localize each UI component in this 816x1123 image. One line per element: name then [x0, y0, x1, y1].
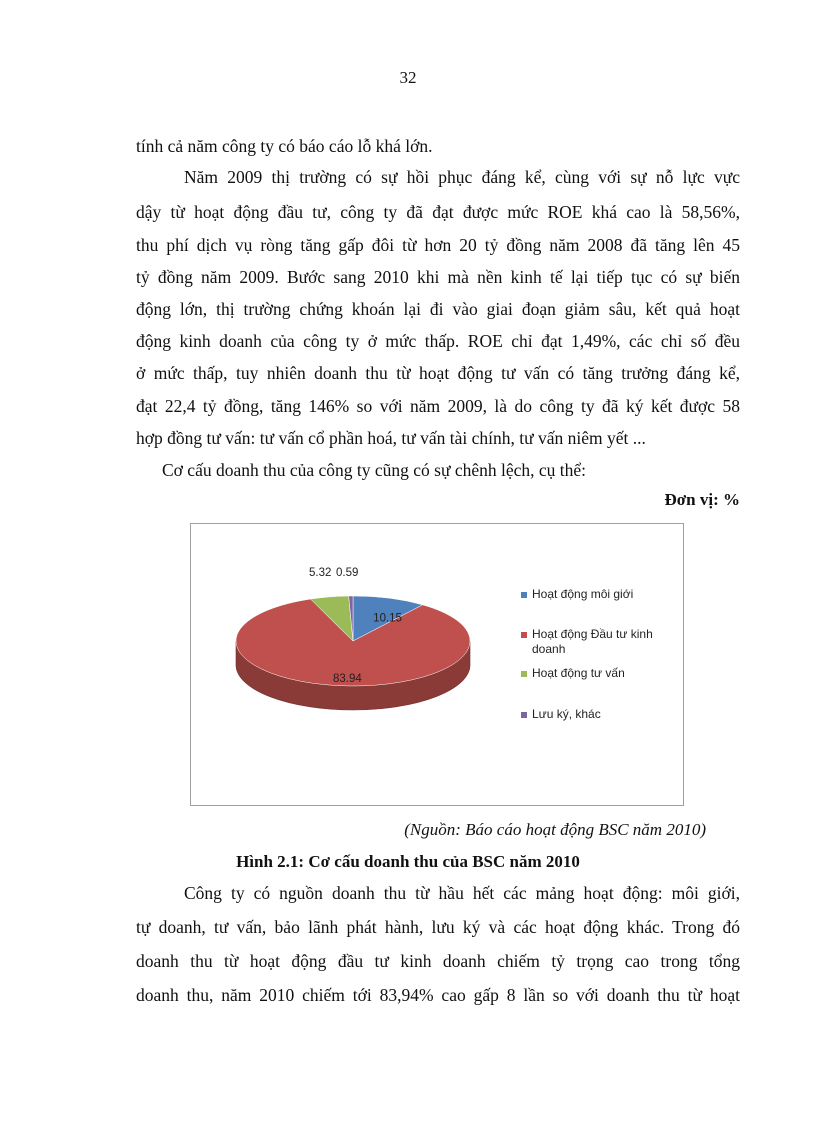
pie-data-label: 10.15 [373, 612, 402, 625]
pie-chart [190, 523, 684, 806]
legend-entry: Hoạt động Đầu tư kinh doanh [532, 627, 653, 656]
pie-data-label: 0.59 [336, 567, 359, 579]
legend-entry: Hoạt động tư vấn [532, 666, 625, 680]
figure-caption: Hình 2.1: Cơ cấu doanh thu của BSC năm 2010 [236, 852, 580, 871]
text-line: đạt 22,4 tỷ đồng, tăng 146% so với năm 2009, là do công ty đã ký kết được 58 [136, 396, 740, 416]
text-line: dậy từ hoạt động đầu tư, công ty đã đạt được mức ROE khá cao là 58,56%, [136, 202, 740, 222]
text-line: động lớn, thị trường chứng khoán lại đi vào giai đoạn giảm sâu, kết quả hoạt [136, 299, 740, 319]
text-line: động kinh doanh của công ty ở mức thấp. ROE chỉ đạt 1,49%, các chỉ số đều [136, 331, 740, 351]
text-line: thu phí dịch vụ ròng tăng gấp đôi từ hơn 20 tỷ đồng năm 2008 đã tăng lên 45 [136, 235, 740, 255]
legend-swatch [521, 592, 527, 598]
pie-chart-canvas [191, 524, 685, 807]
text-line: tự doanh, tư vấn, bảo lãnh phát hành, lưu ký và các hoạt động khác. Trong đó [136, 917, 740, 937]
legend-swatch [521, 632, 527, 638]
text-line: Cơ cấu doanh thu của công ty cũng có sự chênh lệch, cụ thể: [162, 460, 587, 480]
text-line: doanh thu từ hoạt động đầu tư kinh doanh chiếm tỷ trọng cao trong tổng [136, 951, 740, 971]
text-line: hợp đồng tư vấn: tư vấn cổ phần hoá, tư vấn tài chính, tư vấn niêm yết ... [136, 428, 646, 448]
legend-swatch [521, 712, 527, 718]
text-line: Công ty có nguồn doanh thu từ hầu hết các mảng hoạt động: môi giới, [184, 883, 740, 903]
pie-data-label: 5.32 [309, 567, 332, 579]
legend-entry: Hoạt động môi giới [532, 587, 634, 601]
pie-data-label: 83.94 [333, 673, 362, 685]
text-line: ở mức thấp, tuy nhiên doanh thu từ hoạt động tư vấn có tăng trưởng đáng kể, [136, 363, 740, 383]
legend-swatch [521, 671, 527, 677]
text-line: tính cả năm công ty có báo cáo lỗ khá lớn. [136, 136, 433, 156]
text-line: Năm 2009 thị trường có sự hồi phục đáng kể, cùng với sự nỗ lực vực [184, 167, 740, 187]
source-note: (Nguồn: Báo cáo hoạt động BSC năm 2010) [404, 820, 706, 839]
unit-label: Đơn vị: % [664, 490, 740, 509]
legend-entry: Lưu ký, khác [532, 707, 601, 721]
page-number: 32 [399, 68, 417, 87]
text-line: doanh thu, năm 2010 chiếm tới 83,94% cao gấp 8 lần so với doanh thu từ hoạt [136, 985, 740, 1005]
text-line: tỷ đồng năm 2009. Bước sang 2010 khi mà nền kinh tế lại tiếp tục có sự biến [136, 267, 740, 287]
